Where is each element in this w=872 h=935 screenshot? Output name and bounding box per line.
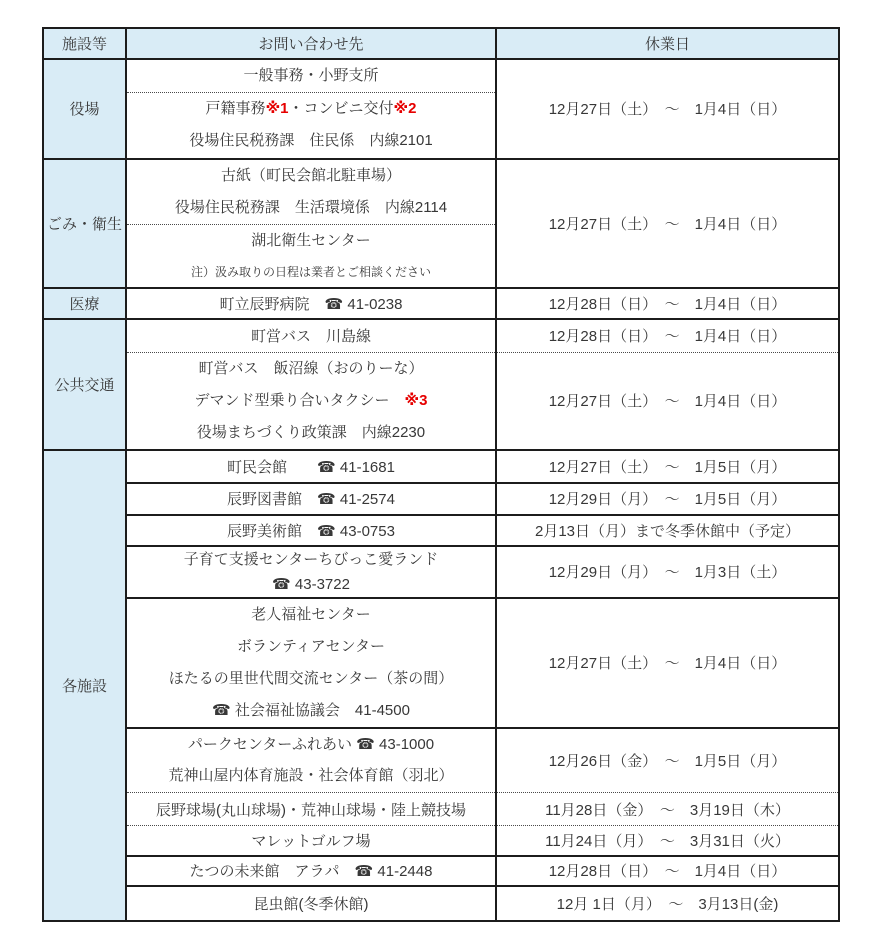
footnote-mark-1: ※1 [265,100,289,118]
section-label-yakuba: 役場 [43,59,126,159]
contact-cell [126,59,496,93]
row-shisetsu-1 [43,450,839,483]
date-cell: 12月28日（日） ～ 1月4日（日） [496,856,839,886]
contact-cell [126,546,496,598]
contact-cell [126,598,496,728]
row-shisetsu-2 [43,483,839,515]
date-cell: 12月28日（日） ～ 1月4日（日） [496,319,839,352]
contact-cell [126,93,496,159]
contact-line: ボランティアセンター [236,637,386,655]
row-gomi-1 [43,159,839,225]
row-shisetsu-5 [43,598,839,728]
contact-line: パークセンターふれあい ☎ 43-1000 [187,736,435,754]
footnote-mark-2: ※2 [393,100,417,118]
contact-line [129,93,493,125]
section-label-iryo: 医療 [43,288,126,319]
contact-line: 役場住民税務課 住民係 内線2101 [189,132,433,150]
row-yakuba-1 [43,59,839,93]
date-cell: 2月13日（月）まで冬季休館中（予定） [496,515,839,546]
contact-line: 町営バス 飯沼線（おのりーな） [198,359,424,377]
contact-line: ☎ 43-3722 [272,575,350,593]
date-cell: 12月29日（月） ～ 1月5日（月） [496,483,839,515]
contact-line: 古紙（町民会館北駐車場） [220,166,401,184]
contact-cell: 町民会館 ☎ 41-1681 [126,450,496,483]
section-label-shisetsu: 各施設 [43,450,126,921]
section-label-kotsu: 公共交通 [43,319,126,450]
note-line: 注）汲み取りの日程は業者とご相談ください [190,264,431,279]
contact-cell [126,159,496,225]
date-cell: 12月28日（日） ～ 1月4日（日） [496,288,839,319]
header-contact: お問い合わせ先 [126,28,496,59]
footnote-mark-3: ※3 [404,391,428,409]
contact-line: 湖北衛生センター [251,231,371,249]
contact-cell [126,224,496,288]
contact-cell: マレットゴルフ場 [126,826,496,856]
contact-cell: 町営バス 川島線 [126,319,496,352]
contact-text: 戸籍事務 [205,100,266,118]
contact-line: 老人福祉センター [251,605,371,623]
date-cell: 12月27日（土） ～ 1月4日（日） [496,59,839,159]
header-row [43,28,839,59]
contact-text: デマンド型乗り合いタクシー [194,391,405,409]
row-shisetsu-3 [43,515,839,546]
contact-cell [126,728,496,793]
contact-line: ☎ 社会福祉協議会 41-4500 [212,701,410,719]
section-label-gomi: ごみ・衛生 [43,159,126,289]
contact-line: ほたるの里世代間交流センター（茶の間） [168,669,454,687]
contact-cell: 辰野図書館 ☎ 41-2574 [126,483,496,515]
row-iryo [43,288,839,319]
row-shisetsu-7 [43,793,839,826]
date-cell: 12月27日（土） ～ 1月4日（日） [496,352,839,450]
date-cell: 12月27日（土） ～ 1月4日（日） [496,159,839,289]
contact-line: 荒神山屋内体育施設・社会体育館（羽北） [168,767,454,785]
date-cell: 12月26日（金） ～ 1月5日（月） [496,728,839,793]
contact-line: 役場住民税務課 生活環境係 内線2114 [174,198,448,216]
contact-text: ・コンビニ交付 [288,100,394,118]
row-shisetsu-6 [43,728,839,793]
row-kotsu-2 [43,352,839,450]
closure-schedule-table [42,27,840,922]
contact-cell: 辰野美術館 ☎ 43-0753 [126,515,496,546]
date-cell: 11月28日（金） ～ 3月19日（木） [496,793,839,826]
date-cell: 12月29日（月） ～ 1月3日（土） [496,546,839,598]
row-shisetsu-9 [43,856,839,886]
contact-line: 一般事務・小野支所 [243,67,379,84]
row-kotsu-1 [43,319,839,352]
contact-line: 子育て支援センターちびっこ愛ランド [183,550,439,568]
date-cell: 11月24日（月） ～ 3月31日（火） [496,826,839,856]
header-facility: 施設等 [43,28,126,59]
contact-cell: 昆虫館(冬季休館) [126,886,496,921]
row-shisetsu-10 [43,886,839,921]
contact-line: 役場まちづくり政策課 内線2230 [196,423,426,441]
contact-cell: たつの未来館 アラパ ☎ 41-2448 [126,856,496,886]
contact-cell: 町立辰野病院 ☎ 41-0238 [126,288,496,319]
date-cell: 12月 1日（月） ～ 3月13日(金) [496,886,839,921]
date-cell: 12月27日（土） ～ 1月5日（月） [496,450,839,483]
row-shisetsu-4 [43,546,839,598]
contact-cell [126,352,496,450]
header-closed: 休業日 [496,28,839,59]
contact-cell: 辰野球場(丸山球場)・荒神山球場・陸上競技場 [126,793,496,826]
contact-line [129,385,493,417]
date-cell: 12月27日（土） ～ 1月4日（日） [496,598,839,728]
row-shisetsu-8 [43,826,839,856]
